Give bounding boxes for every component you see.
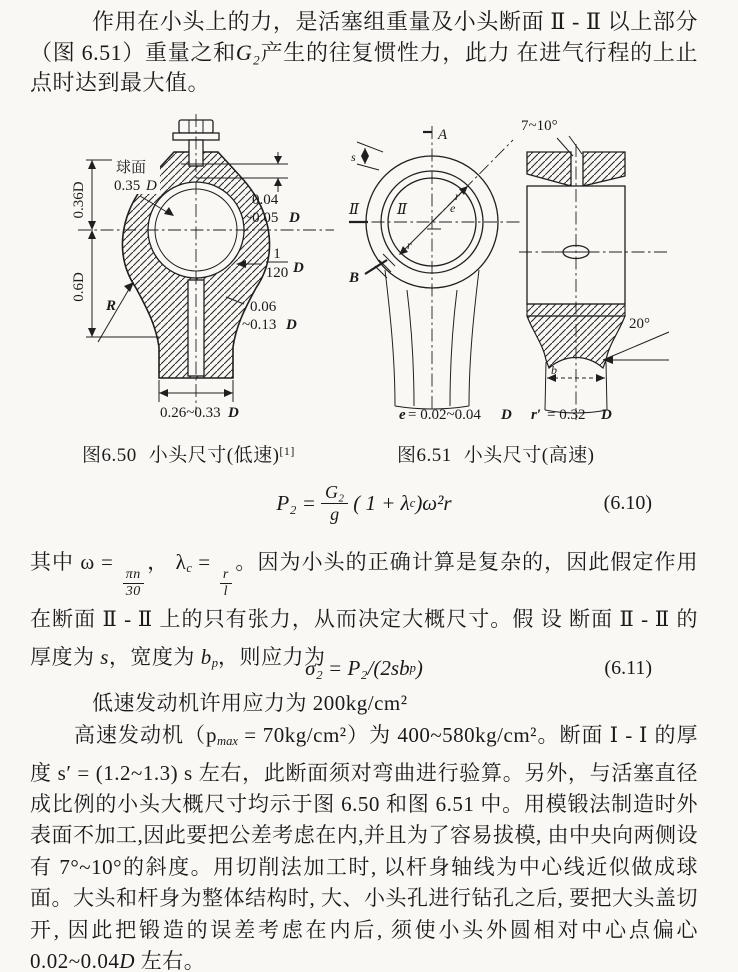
mid-text-c: = (191, 550, 217, 574)
equation-6-11-number: (6.11) (604, 656, 652, 679)
eq611-body-open: σ₂ = P₂/(2s (305, 655, 400, 680)
width-value: 0.26~0.33 (160, 405, 221, 421)
high-speed-text-c: 左右。 (135, 948, 206, 972)
eccentricity-caption-var: e (399, 407, 406, 423)
eq610-lhs: P₂ = (276, 490, 316, 515)
high-speed-text-a: 高速发动机（p (74, 723, 217, 747)
figure-6-51-high-speed-small-end (335, 112, 680, 427)
var-g2: G₂ (235, 39, 261, 65)
offset-value-line1: 0.06 (250, 299, 277, 315)
taper-den: 120 (265, 265, 289, 281)
eq610-rhs-close: )ω²r (415, 490, 452, 515)
mid-text-e: ，宽度为 (108, 645, 201, 670)
lambda-sub: c (186, 561, 192, 576)
taper-d: D (293, 260, 304, 276)
intro-text-b: 产生的往复惯性力，此力 在进气行程的上止点时达到最大值。 (30, 39, 698, 95)
taper-num: 1 (273, 246, 281, 262)
fillet-caption-var: r′ (531, 407, 542, 423)
figure-6-51-number: 图6.51 (397, 445, 452, 466)
mid-text-d: 。因为小头的正确计算是复杂的，因此假定作用在断面 Ⅱ - Ⅱ 上的只有张力，从而决定大概尺寸。假 设 断面 Ⅱ - Ⅱ 的厚度为 (30, 550, 699, 670)
fillet-caption-value: = 0.32 (547, 407, 586, 423)
eq611-body-close: ) (415, 655, 423, 680)
figure-6-50-caption (82, 440, 295, 467)
omega-frac-den: 30 (125, 584, 141, 600)
var-b-sub: p (211, 656, 218, 671)
mid-text-b: ， λ (146, 550, 187, 574)
dim-0-36d: 0.36D (71, 181, 87, 219)
chamfer-angle-label: 20° (629, 316, 650, 332)
section-ii-outer-label: Ⅱ (349, 202, 360, 218)
paragraph-intro (30, 7, 698, 99)
high-speed-text-b: = 70kg/cm²）为 400~580kg/cm²。断面 Ⅰ - Ⅰ 的厚度 s′ = (1.2~1.3) s 左右，此断面须对弯曲进行验算。另外，与活塞直径成比例的小头大概尺寸均示于图 6.50 和图 6.51 中。用模锻法制造时外表面不加工,因此要把公差考虑在内,并且为了容易拔模, 由中央向两侧设有 7°~10°的斜度。用切削法加工时, 以杆身轴线为中心线近似做成球面。大头和杆身为整体结构时, 大、小头孔进行钻孔之后, 要把大头盖切开, 因此把锻造的误差考虑在内后, 须使小头外圆相对中心点偏心 0.02~0.04 (30, 723, 699, 972)
radius-arrow (124, 282, 134, 292)
radius-r1-label: r (455, 189, 460, 203)
wall-s-label: s (351, 150, 356, 164)
eccentricity-label: e (450, 201, 456, 215)
rod-b-label: b (551, 363, 557, 377)
figure-6-51-caption (397, 440, 594, 467)
side-view (519, 136, 669, 420)
eq611-b-sub: p (409, 660, 416, 675)
figure-6-50-title: 小头尺寸(低速) (148, 445, 280, 466)
equation-6-11 (30, 652, 698, 684)
omega-frac-num: πn (123, 567, 144, 584)
sphere-value: 0.35 (114, 178, 141, 194)
clearance-value-line2: ~0.05 (244, 210, 279, 226)
eccentricity-caption-d: D (501, 407, 512, 423)
figure-6-51-title: 小头尺寸(高速) (463, 445, 595, 466)
radius-label: R (106, 298, 117, 314)
lambda-fraction (220, 567, 232, 600)
draft-angle-label: 7~10° (521, 118, 558, 134)
fillet-caption-d: D (601, 407, 612, 423)
equation-6-10-number: (6.10) (603, 491, 652, 514)
front-view (349, 126, 521, 412)
eq610-rhs-open: ( 1 + λ (353, 490, 410, 515)
eq610-numerator: G₂ (321, 482, 348, 504)
paragraph-high-speed (30, 720, 698, 972)
width-value-d: D (228, 405, 239, 421)
var-b: b (200, 645, 212, 670)
mid-text-a: 其中 ω = (30, 550, 120, 574)
section-b-label: B (349, 270, 360, 286)
sphere-value-d: D (146, 178, 157, 194)
figure-6-50-citation: [1] (279, 444, 295, 458)
eq610-denominator: g (330, 503, 340, 524)
sphere-label: 球面 (116, 160, 147, 176)
eccentricity-caption-value: = 0.02~0.04 (408, 407, 481, 423)
pmax-sub: max (216, 734, 238, 749)
eq611-b-var: b (399, 655, 410, 680)
eq610-lambda-sub: c (409, 495, 416, 510)
intro-text-a: 作用在小头上的力，是活塞组重量及小头断面 Ⅱ - Ⅱ 以上部分（图 6.51）重量之和 (30, 9, 698, 65)
mid-text-f: ，则应力为 (217, 645, 326, 670)
offset-value-line2: ~0.13 (242, 317, 277, 333)
figure-6-50-number: 图6.50 (82, 445, 137, 466)
eq610-fraction (321, 482, 348, 524)
var-d: D (119, 948, 136, 972)
offset-value-d: D (286, 317, 297, 333)
var-s: s (100, 645, 109, 670)
radius-r2-label: r (407, 238, 412, 252)
dim-0-6d: 0.6D (71, 272, 87, 302)
low-speed-text: 低速发动机许用应力为 200kg/cm² (92, 691, 408, 715)
section-ii-inner-label: Ⅱ (397, 202, 408, 218)
section-a-label: A (438, 127, 448, 143)
equation-6-10 (30, 477, 698, 529)
clearance-value-d: D (289, 210, 300, 226)
lambda-frac-den: l (223, 584, 229, 600)
omega-fraction (123, 567, 144, 600)
clearance-value-line1: 0.04 (252, 192, 279, 208)
figure-6-50-low-speed-small-end (56, 112, 341, 442)
paragraph-low-speed (30, 688, 698, 719)
lambda-frac-num: r (220, 567, 232, 584)
